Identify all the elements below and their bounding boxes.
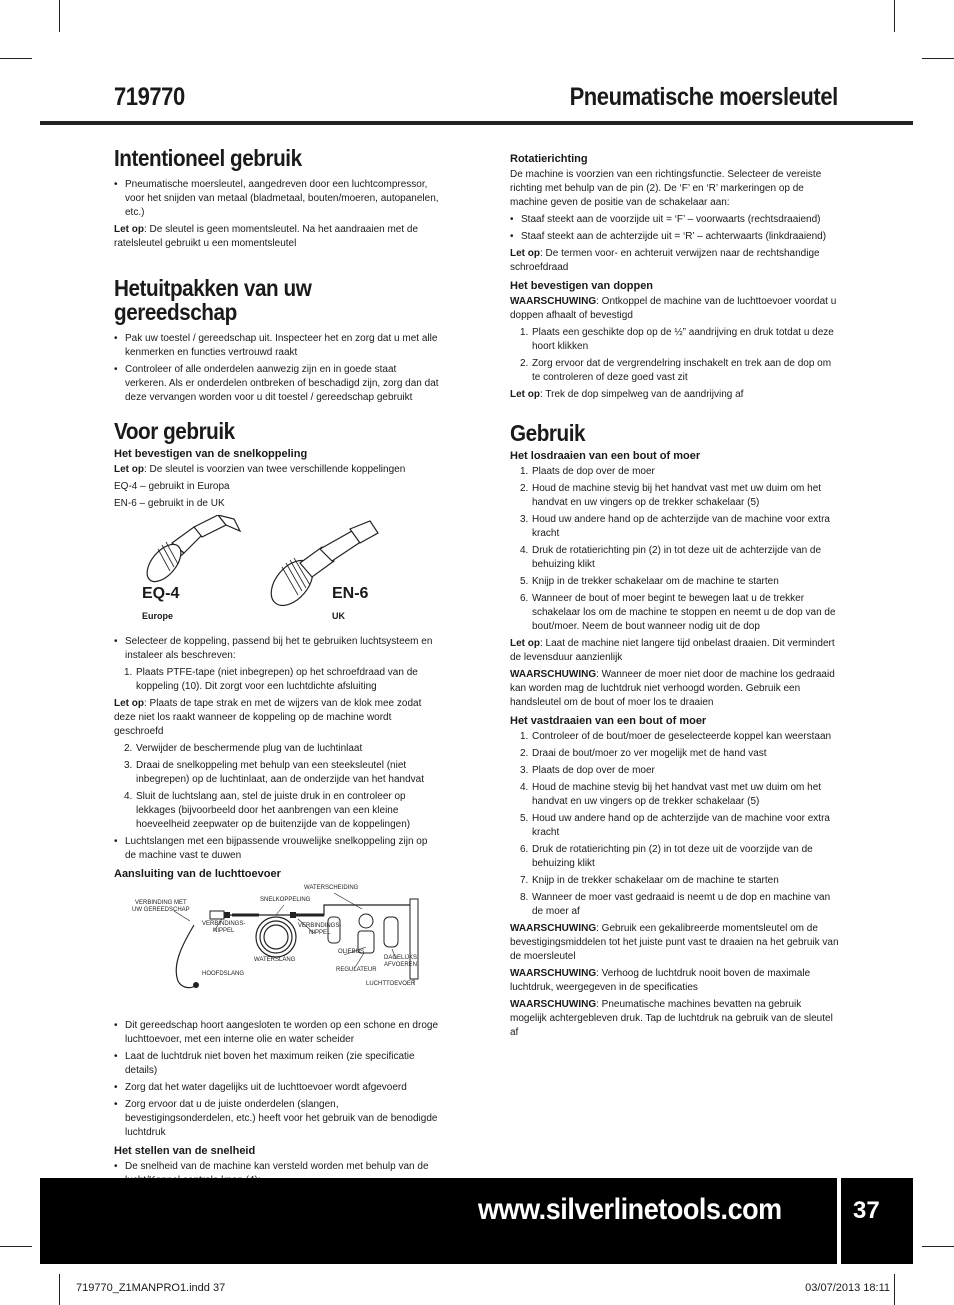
warning xyxy=(510,967,840,995)
note-text: : De sleutel is geen momentsleutel. Na het aandraaien met de ratelsleutel gebruikt u een momentsleutel xyxy=(114,224,419,249)
label-nippel-2: VERBINDINGS- NIPPEL xyxy=(298,923,342,936)
note xyxy=(510,247,840,275)
list-item: 5. Houd uw andere hand op de achterzijde van de machine voor extra kracht xyxy=(520,813,830,838)
list-item: 1. Plaats een geschikte dop op de ½” aandrijving en druk totdat u deze hoort klikken xyxy=(520,327,834,352)
subheading: Het vastdraaien van een bout of moer xyxy=(510,715,707,727)
subheading: Aansluiting van de luchttoevoer xyxy=(114,868,281,880)
list-item: 4. Druk de rotatierichting pin (2) in tot deze uit de achterzijde van de behuizing klikt xyxy=(520,545,822,570)
list-item: 3. Draai de snelkoppeling met behulp van een steeksleutel (niet inbegrepen) op de luchtinlaat, aan de onderzijde van het handvat xyxy=(124,760,424,785)
list-item: 4. Sluit de luchtslang aan, stel de juiste druk in en controleer op lekkages (bijvoorbeeld door het aanbrengen van een kleine hoeveelheid zeepwater op de buitenzijde van de koppelingen) xyxy=(124,791,411,830)
bullet-list xyxy=(114,835,440,863)
subheading: Het bevestigen van de snelkoppeling xyxy=(114,448,308,460)
numbered-list xyxy=(114,742,440,832)
label-hoofdslang: HOOFDSLANG xyxy=(202,971,245,977)
website-link[interactable]: www.silverlinetools.com xyxy=(478,1193,782,1226)
label-oliebus: OLIEBUS xyxy=(338,949,365,955)
section-title-use: Gebruik xyxy=(510,420,586,446)
warning xyxy=(510,922,840,964)
subheading: Het bevestigen van doppen xyxy=(510,280,654,292)
footer-separator xyxy=(837,1178,841,1264)
warning-text: : Gebruik een gekalibreerde momentsleutel om de bevestigingsmiddelen tot het juiste punt vast te draaien na het gebruik van de moersleutel xyxy=(510,923,839,962)
warning-text: : Verhoog de luchtdruk nooit boven de maximale luchtdruk, weergegeven in de specificaties xyxy=(510,968,811,993)
note xyxy=(510,388,840,402)
note-text: : Plaats de tape strak en met de wijzers van de klok mee zodat deze niet los raakt wanneer de koppeling op de machine wordt geschroefd xyxy=(114,698,422,737)
warning-text: : Ontkoppel de machine van de luchttoevoer voordat u doppen afhaalt of bevestigd xyxy=(510,296,837,321)
list-item: 1. Plaats PTFE-tape (niet inbegrepen) op het schroefdraad van de koppeling (10). Dit zorgt voor een luchtdichte afsluiting xyxy=(124,667,418,692)
subheading: Het losdraaien van een bout of moer xyxy=(510,450,701,462)
bullet-list xyxy=(114,635,440,663)
note-label: Let op xyxy=(114,224,144,235)
list-item: 3. Houd uw andere hand op de achterzijde van de machine voor extra kracht xyxy=(520,514,830,539)
label-dagelijks: DAGELIJKS AFVOEREN xyxy=(384,955,418,968)
section-title-unpacking: Hetuitpakken van uw gereedschap xyxy=(114,275,312,325)
paragraph: De machine is voorzien van een richtingsfunctie. Selecteer de vereiste richting met behulp van de pin (2). De ‘F’ en ‘R’ markeringen op de machine geven de positie van de schakelaar aan: xyxy=(510,169,822,208)
crop-mark xyxy=(922,1246,954,1247)
list-item: 2. Houd de machine stevig bij het handvat vast met uw duim om het handvat en uw vingers op de trekker schakelaar (5) xyxy=(520,483,822,508)
label-luchttoevoer: LUCHTTOEVOER xyxy=(366,981,416,987)
crop-mark xyxy=(894,0,895,32)
label-waterscheiding: WATERSCHEIDING xyxy=(304,885,359,891)
crop-mark xyxy=(59,1274,60,1305)
warning xyxy=(510,668,840,710)
bullet-list xyxy=(114,332,440,405)
note-label: Let op xyxy=(114,698,144,709)
warning xyxy=(510,998,840,1040)
note xyxy=(114,463,440,477)
list-item: • Staaf steekt aan de achterzijde uit = ‘R’ – achterwaarts (linkdraaiend) xyxy=(510,230,840,244)
note-label: Let op xyxy=(510,638,540,649)
list-item: 8. Wanneer de moer vast gedraaid is neemt u de dop en machine van de moer af xyxy=(520,892,831,917)
list-item: 3. Plaats de dop over de moer xyxy=(520,765,655,776)
subheading: Rotatierichting xyxy=(510,153,588,165)
en6-sublabel: UK xyxy=(332,611,345,621)
list-item: • Zorg dat het water dagelijks uit de luchttoevoer wordt afgevoerd xyxy=(114,1081,440,1095)
note-text: : De termen voor- en achteruit verwijzen naar de rechtshandige schroefdraad xyxy=(510,248,820,273)
note xyxy=(510,637,840,665)
list-item: • Dit gereedschap hoort aangesloten te worden op een schone en droge luchttoevoer, met een interne olie en water scheider xyxy=(114,1019,440,1047)
warning-label: WAARSCHUWING xyxy=(510,999,597,1010)
list-item: 1. Controleer of de bout/moer de geselecteerde koppel kan weerstaan xyxy=(520,731,832,742)
en6-label: EN-6 xyxy=(332,585,369,602)
eq4-sublabel: Europe xyxy=(142,611,174,621)
list-item: • Laat de luchtdruk niet boven het maximum reiken (zie specificatie details) xyxy=(114,1050,440,1078)
page-number: 37 xyxy=(853,1197,880,1224)
list-item: • Selecteer de koppeling, passend bij het te gebruiken luchtsysteem en instaleer als beschreven: xyxy=(114,635,440,663)
list-item: • Controleer of alle onderdelen aanwezig zijn en in goede staat verkeren. Als er onderdelen ontbreken of beschadigd zijn, zorg dan dat deze vervangen worden voor u dit toestel / gereedschap gebruikt xyxy=(114,363,440,405)
list-item: • Staaf steekt aan de voorzijde uit = ‘F’ – voorwaarts (rechtsdraaiend) xyxy=(510,213,840,227)
warning-label: WAARSCHUWING xyxy=(510,669,597,680)
list-item: 6. Druk de rotatierichting pin (2) in tot deze uit de voorzijde van de behuizing klikt xyxy=(520,844,813,869)
section-title-before-use: Voor gebruik xyxy=(114,418,235,444)
right-column xyxy=(510,152,840,1043)
label-regulateur: REGULATEUR xyxy=(336,967,377,973)
list-item: 2. Zorg ervoor dat de vergrendelring inschakelt en trek aan de dop om te controleren of deze goed vast zit xyxy=(520,358,832,383)
eq4-label: EQ-4 xyxy=(142,585,180,602)
numbered-list xyxy=(114,666,440,694)
crop-mark xyxy=(894,1274,895,1305)
note-label: Let op xyxy=(510,248,540,259)
note-label: Let op xyxy=(114,464,144,475)
subheading: Het stellen van de snelheid xyxy=(114,1145,256,1157)
air-supply-diagram xyxy=(114,885,440,1013)
list-item: • De snelheid van de machine kan versteld worden met behulp van de xyxy=(114,1160,440,1188)
product-code: 719770 xyxy=(114,83,185,111)
warning-text: : Wanneer de moer niet door de machine los gedraaid kan worden mag de luchtdruk niet verhoogd worden. Gebruik een handsleutel om de bout of moer los te draaien xyxy=(510,669,835,708)
print-slug-file: 719770_Z1MANPRO1.indd 37 xyxy=(76,1282,226,1294)
warning-label: WAARSCHUWING xyxy=(510,923,597,934)
crop-mark xyxy=(59,0,60,32)
list-item: • Luchtslangen met een bijpassende vrouwelijke snelkoppeling zijn op de machine vast te duwen xyxy=(114,835,440,863)
list-item: 4. Houd de machine stevig bij het handvat vast met uw duim om het handvat en uw vingers op de trekker schakelaar (5) xyxy=(520,782,822,807)
list-item: 7. Knijp in de trekker schakelaar om de machine te starten xyxy=(520,875,779,886)
bullet-list xyxy=(510,213,840,244)
warning xyxy=(510,295,840,323)
bullet-list xyxy=(114,1019,440,1140)
numbered-list xyxy=(510,326,840,385)
list-item: 1. Plaats de dop over de moer xyxy=(520,466,655,477)
list-item: 5. Knijp in de trekker schakelaar om de machine te starten xyxy=(520,576,779,587)
bullet-list xyxy=(114,178,440,220)
label-snelkoppeling: SNELKOPPELING xyxy=(260,897,311,903)
list-item: 6. Wanneer de bout of moer begint te bewegen laat u de trekker schakelaar los om de machine te stoppen en neemt u de dop van de bout/moer. Neem de bout wanneer nodig uit de dop xyxy=(520,593,836,632)
page-title: Pneumatische moersleutel xyxy=(569,83,838,111)
list-item: • Zorg ervoor dat u de juiste onderdelen (slangen, bevestigingsonderdelen, etc.) heeft voor het gebruik van de benodigde luchtdruk xyxy=(114,1098,440,1140)
note-text: : Laat de machine niet langere tijd onbelast draaien. Dit vermindert de levensduur aanzienlijk xyxy=(510,638,835,663)
numbered-list xyxy=(510,730,840,919)
crop-mark xyxy=(0,58,32,59)
warning-label: WAARSCHUWING xyxy=(510,968,597,979)
footer-bar xyxy=(40,1178,913,1264)
section-title-intended-use: Intentioneel gebruik xyxy=(114,145,302,171)
list-item: • Pak uw toestel / gereedschap uit. Inspecteer het en zorg dat u met alle kenmerken en functies vertrouwd raakt xyxy=(114,332,440,360)
note xyxy=(114,697,440,739)
left-column xyxy=(114,146,440,1208)
print-slug-date: 03/07/2013 18:11 xyxy=(805,1282,890,1294)
note-text: : Trek de dop simpelweg van de aandrijving af xyxy=(540,389,744,400)
label-nippel-1: VERBINDINGS- NIPPEL xyxy=(202,921,246,934)
label-verbinding: VERBINDING MET UW GEREEDSCHAP xyxy=(132,900,190,913)
note xyxy=(114,223,440,251)
text-line: EQ-4 – gebruikt in Europa xyxy=(114,481,230,492)
warning-text: : Pneumatische machines bevatten na gebruik mogelijk achtergebleven druk. Tap de luchtdruk na gebruik van de sleutel af xyxy=(510,999,833,1038)
list-item: 2. Verwijder de beschermende plug van de luchtinlaat xyxy=(124,743,363,754)
list-item: • Pneumatische moersleutel, aangedreven door een luchtcompressor, voor het snijden van metaal (bladmetaal, bouten/moeren, autopanelen, etc.) xyxy=(114,178,440,220)
label-waterslang: WATERSLANG xyxy=(254,957,296,963)
warning-label: WAARSCHUWING xyxy=(510,296,597,307)
list-item: 2. Draai de bout/moer zo ver mogelijk met de hand vast xyxy=(520,748,767,759)
crop-mark xyxy=(922,58,954,59)
note-text: : De sleutel is voorzien van twee verschillende koppelingen xyxy=(144,464,406,475)
coupler-figure xyxy=(114,515,440,629)
header-rule xyxy=(40,121,913,125)
text-line: EN-6 – gebruikt in de UK xyxy=(114,498,225,509)
crop-mark xyxy=(0,1246,32,1247)
note-label: Let op xyxy=(510,389,540,400)
numbered-list xyxy=(510,465,840,634)
